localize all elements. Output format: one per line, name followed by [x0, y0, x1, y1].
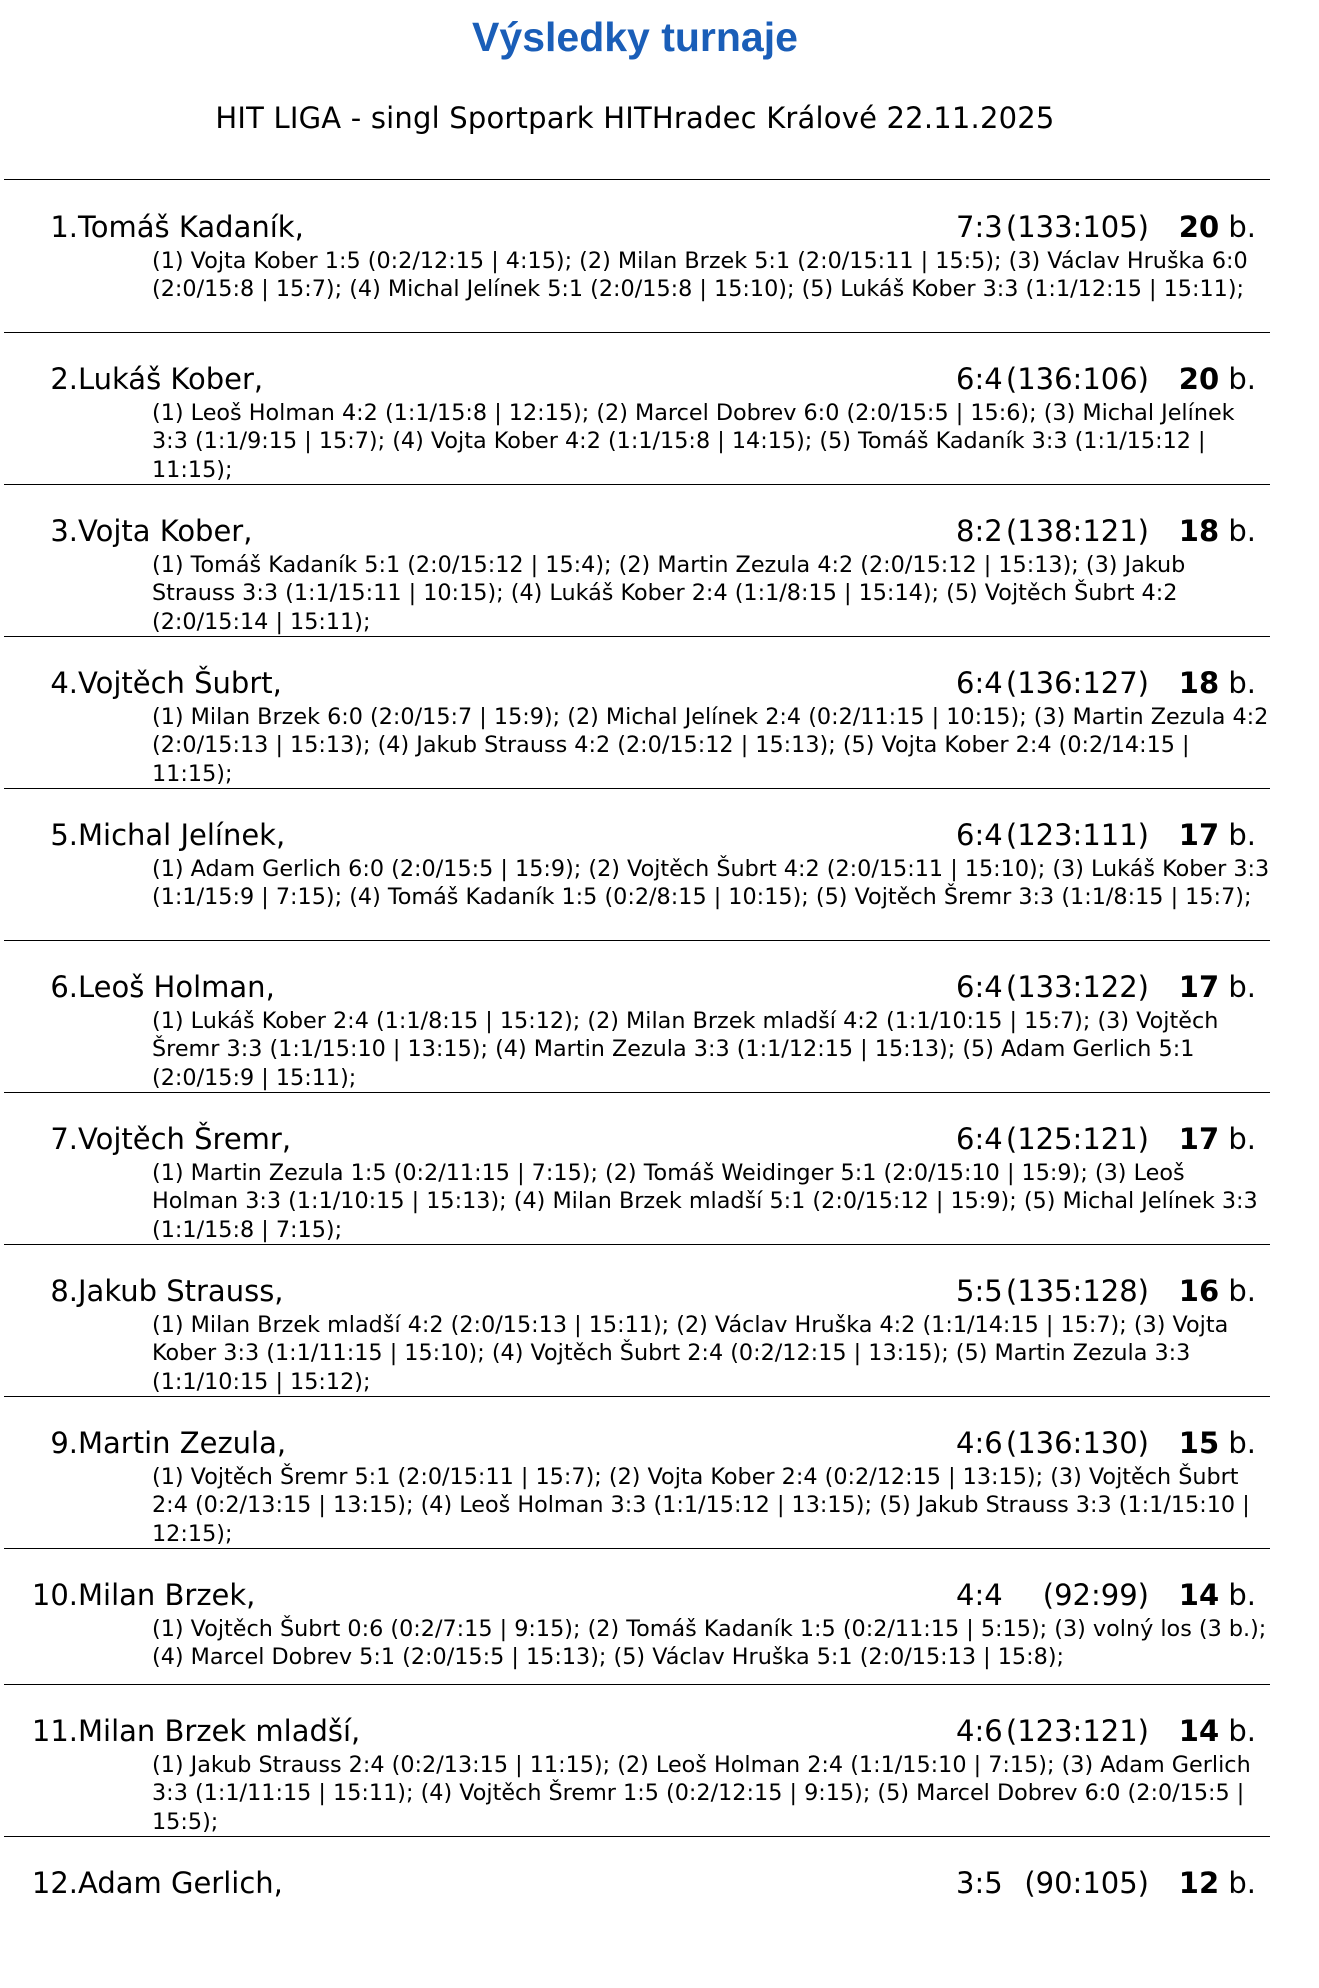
- points-unit: b.: [1228, 1274, 1256, 1308]
- match-details: (1) Lukáš Kober 2:4 (1:1/8:15 | 15:12); (2) Milan Brzek mladší 4:2 (1:1/10:15 | 15:7); (3) Vojtěch Šremr 3:3 (1:1/15:10 | 13:15); (4) Martin Zezula 3:3 (1:1/12:15 | 15:13); (5) Adam Gerlich 5:1 (2:0/15:9 | 15:11);: [152, 1008, 1219, 1091]
- win-loss-ratio: 6:4: [956, 818, 1003, 852]
- result-header: [0, 1578, 1319, 1612]
- win-loss-ratio: 4:6: [956, 1714, 1003, 1748]
- match-details: (1) Martin Zezula 1:5 (0:2/11:15 | 7:15); (2) Tomáš Weidinger 5:1 (2:0/15:10 | 15:9); (3) Leoš Holman 3:3 (1:1/10:15 | 15:13); (4) Milan Brzek mladší 5:1 (2:0/15:12 | 15:9); (5) Michal Jelínek 3:3 (1:1/15:8 | 7:15);: [152, 1160, 1258, 1243]
- rank: 11.: [31, 1714, 78, 1748]
- player-name: Milan Brzek,: [78, 1578, 256, 1612]
- match-details: (1) Milan Brzek 6:0 (2:0/15:7 | 15:9); (2) Michal Jelínek 2:4 (0:2/11:15 | 10:15); (3) Martin Zezula 4:2 (2:0/15:13 | 15:13); (4) Jakub Strauss 4:2 (2:0/15:12 | 15:13); (5) Vojta Kober 2:4 (0:2/14:15 | 11:15);: [152, 704, 1269, 787]
- result-entry: [0, 1244, 1319, 1396]
- win-loss-ratio: 6:4: [956, 970, 1003, 1004]
- player-name: Jakub Strauss,: [78, 1274, 284, 1308]
- win-loss-ratio: 3:5: [956, 1866, 1003, 1900]
- result-header: [0, 362, 1319, 396]
- win-loss-ratio: 4:4: [956, 1578, 1003, 1612]
- points-value: 18: [1178, 666, 1220, 700]
- win-loss-ratio: 8:2: [956, 514, 1003, 548]
- win-loss-ratio: 6:4: [956, 1122, 1003, 1156]
- points-unit: b.: [1228, 970, 1256, 1004]
- player-name: Milan Brzek mladší,: [78, 1714, 361, 1748]
- result-header: [0, 210, 1319, 244]
- points-unit: b.: [1228, 1122, 1256, 1156]
- player-name: Adam Gerlich,: [78, 1866, 283, 1900]
- result-header: [0, 970, 1319, 1004]
- points-value: 16: [1178, 1274, 1220, 1308]
- points-unit: b.: [1228, 514, 1256, 548]
- point-score: (90:105): [1024, 1866, 1149, 1900]
- result-entry: [0, 180, 1319, 332]
- points-value: 14: [1178, 1714, 1220, 1748]
- result-entry: [0, 1548, 1319, 1684]
- rank: 12.: [31, 1866, 78, 1900]
- match-details: (1) Milan Brzek mladší 4:2 (2:0/15:13 | 15:11); (2) Václav Hruška 4:2 (1:1/14:15 | 15:7); (3) Vojta Kober 3:3 (1:1/11:15 | 15:10); (4) Vojtěch Šubrt 2:4 (0:2/12:15 | 13:15); (5) Martin Zezula 3:3 (1:1/10:15 | 15:12);: [152, 1312, 1229, 1395]
- result-entry: [0, 636, 1319, 788]
- points-value: 14: [1178, 1578, 1220, 1612]
- total-points: [1179, 362, 1256, 396]
- page-title: Výsledky turnaje: [472, 14, 798, 60]
- win-loss-ratio: 5:5: [956, 1274, 1003, 1308]
- rank: 7.: [50, 1122, 78, 1156]
- total-points: [1179, 818, 1256, 852]
- rank: 10.: [31, 1578, 78, 1612]
- win-loss-ratio: 6:4: [956, 666, 1003, 700]
- results-list: [0, 180, 1319, 1988]
- result-header: [0, 666, 1319, 700]
- result-entry: [0, 1396, 1319, 1548]
- rank: 1.: [50, 210, 78, 244]
- result-entry: [0, 484, 1319, 636]
- point-score: (123:121): [1005, 1714, 1149, 1748]
- rank: 8.: [50, 1274, 78, 1308]
- match-details: (1) Vojtěch Šubrt 0:6 (0:2/7:15 | 9:15); (2) Tomáš Kadaník 1:5 (0:2/11:15 | 5:15); (3) volný los (3 b.); (4) Marcel Dobrev 5:1 (2:0/15:5 | 15:13); (5) Václav Hruška 5:1 (2:0/15:13 | 15:8);: [152, 1616, 1267, 1671]
- rank: 6.: [50, 970, 78, 1004]
- rank: 5.: [50, 818, 78, 852]
- result-header: [0, 1274, 1319, 1308]
- win-loss-ratio: 6:4: [956, 362, 1003, 396]
- points-unit: b.: [1228, 666, 1256, 700]
- player-name: Lukáš Kober,: [78, 362, 264, 396]
- point-score: (135:128): [1005, 1274, 1149, 1308]
- total-points: [1179, 210, 1256, 244]
- point-score: (125:121): [1005, 1122, 1149, 1156]
- point-score: (92:99): [1042, 1578, 1149, 1612]
- result-header: [0, 818, 1319, 852]
- result-entry: [0, 332, 1319, 484]
- point-score: (136:106): [1005, 362, 1149, 396]
- match-details: (1) Vojta Kober 1:5 (0:2/12:15 | 4:15); (2) Milan Brzek 5:1 (2:0/15:11 | 15:5); (3) Václav Hruška 6:0 (2:0/15:8 | 15:7); (4) Michal Jelínek 5:1 (2:0/15:8 | 15:10); (5) Lukáš Kober 3:3 (1:1/12:15 | 15:11);: [152, 248, 1248, 303]
- win-loss-ratio: 4:6: [956, 1426, 1003, 1460]
- points-value: 20: [1178, 210, 1220, 244]
- points-unit: b.: [1228, 1866, 1256, 1900]
- point-score: (133:105): [1005, 210, 1149, 244]
- match-details: (1) Jakub Strauss 2:4 (0:2/13:15 | 11:15); (2) Leoš Holman 2:4 (1:1/15:10 | 7:15); (3) Adam Gerlich 3:3 (1:1/11:15 | 15:11); (4) Vojtěch Šremr 1:5 (0:2/12:15 | 9:15); (5) Marcel Dobrev 6:0 (2:0/15:5 | 15:5);: [152, 1752, 1251, 1835]
- total-points: [1179, 1274, 1256, 1308]
- points-value: 17: [1178, 818, 1220, 852]
- total-points: [1179, 1122, 1256, 1156]
- match-details: (1) Tomáš Kadaník 5:1 (2:0/15:12 | 15:4); (2) Martin Zezula 4:2 (2:0/15:12 | 15:13); (3) Jakub Strauss 3:3 (1:1/15:11 | 10:15); (4) Lukáš Kober 2:4 (1:1/8:15 | 15:14); (5) Vojtěch Šubrt 4:2 (2:0/15:14 | 15:11);: [152, 552, 1186, 635]
- total-points: [1179, 1426, 1256, 1460]
- result-header: [0, 1714, 1319, 1748]
- result-entry: [0, 1092, 1319, 1244]
- match-details: (1) Leoš Holman 4:2 (1:1/15:8 | 12:15); (2) Marcel Dobrev 6:0 (2:0/15:5 | 15:6); (3) Michal Jelínek 3:3 (1:1/9:15 | 15:7); (4) Vojta Kober 4:2 (1:1/15:8 | 14:15); (5) Tomáš Kadaník 3:3 (1:1/15:12 | 11:15);: [152, 400, 1235, 483]
- points-unit: b.: [1228, 362, 1256, 396]
- total-points: [1179, 666, 1256, 700]
- match-details: (1) Vojtěch Šremr 5:1 (2:0/15:11 | 15:7); (2) Vojta Kober 2:4 (0:2/12:15 | 13:15); (3) Vojtěch Šubrt 2:4 (0:2/13:15 | 13:15); (4) Leoš Holman 3:3 (1:1/15:12 | 13:15); (5) Jakub Strauss 3:3 (1:1/15:10 | 12:15);: [152, 1464, 1250, 1547]
- win-loss-ratio: 7:3: [956, 210, 1003, 244]
- result-entry: [0, 1684, 1319, 1836]
- player-name: Leoš Holman,: [78, 970, 275, 1004]
- point-score: (133:122): [1005, 970, 1149, 1004]
- rank: 9.: [50, 1426, 78, 1460]
- player-name: Vojtěch Šubrt,: [78, 666, 282, 700]
- points-value: 17: [1178, 970, 1220, 1004]
- player-name: Vojtěch Šremr,: [78, 1122, 292, 1156]
- points-unit: b.: [1228, 210, 1256, 244]
- point-score: (136:130): [1005, 1426, 1149, 1460]
- total-points: [1179, 1866, 1256, 1900]
- rank: 4.: [50, 666, 78, 700]
- rank: 3.: [50, 514, 78, 548]
- points-value: 12: [1178, 1866, 1220, 1900]
- point-score: (138:121): [1005, 514, 1149, 548]
- points-unit: b.: [1228, 818, 1256, 852]
- points-value: 18: [1178, 514, 1220, 548]
- points-unit: b.: [1228, 1714, 1256, 1748]
- player-name: Martin Zezula,: [78, 1426, 287, 1460]
- player-name: Michal Jelínek,: [78, 818, 286, 852]
- match-details: (1) Adam Gerlich 6:0 (2:0/15:5 | 15:9); (2) Vojtěch Šubrt 4:2 (2:0/15:11 | 15:10); (3) Lukáš Kober 3:3 (1:1/15:9 | 7:15); (4) Tomáš Kadaník 1:5 (0:2/8:15 | 10:15); (5) Vojtěch Šremr 3:3 (1:1/8:15 | 15:7);: [152, 856, 1270, 911]
- total-points: [1179, 1578, 1256, 1612]
- points-value: 20: [1178, 362, 1220, 396]
- total-points: [1179, 1714, 1256, 1748]
- rank: 2.: [50, 362, 78, 396]
- total-points: [1179, 970, 1256, 1004]
- point-score: (123:111): [1005, 818, 1149, 852]
- result-header: [0, 1122, 1319, 1156]
- result-entry: [0, 940, 1319, 1092]
- points-unit: b.: [1228, 1578, 1256, 1612]
- result-entry: [0, 788, 1319, 940]
- result-header: [0, 1426, 1319, 1460]
- player-name: Vojta Kober,: [78, 514, 253, 548]
- point-score: (136:127): [1005, 666, 1149, 700]
- result-header: [0, 1866, 1319, 1900]
- result-entry: [0, 1836, 1319, 1988]
- player-name: Tomáš Kadaník,: [78, 210, 304, 244]
- result-header: [0, 514, 1319, 548]
- points-value: 15: [1178, 1426, 1220, 1460]
- tournament-subtitle: HIT LIGA - singl Sportpark HITHradec Králové 22.11.2025: [215, 101, 1055, 135]
- points-unit: b.: [1228, 1426, 1256, 1460]
- total-points: [1179, 514, 1256, 548]
- points-value: 17: [1178, 1122, 1220, 1156]
